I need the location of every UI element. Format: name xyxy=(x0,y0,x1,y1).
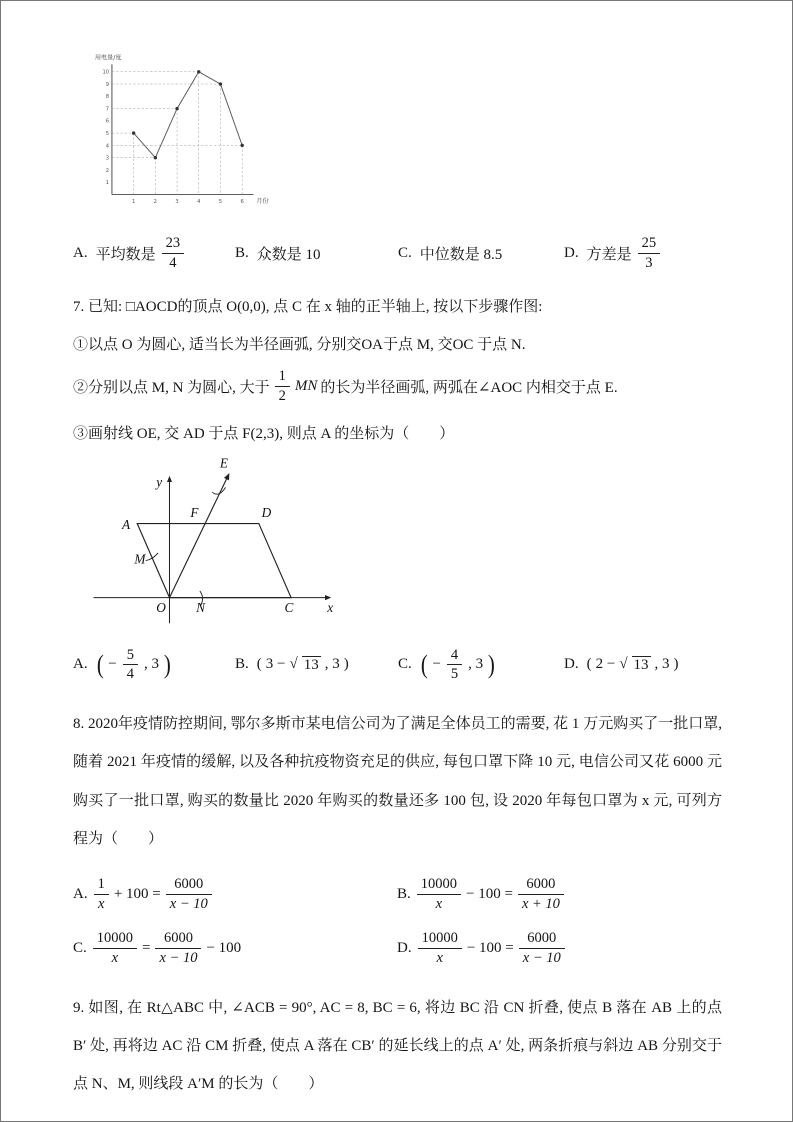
label-A: A xyxy=(122,516,131,532)
q7-step3: ③画射线 OE, 交 AD 于点 F(2,3), 则点 A 的坐标为（ ） xyxy=(73,425,455,442)
q8-option-d: D. $\frac{10000}{x}$ − 100 = $\frac{6000}{x - 10}$ xyxy=(397,930,722,966)
open-paren: ( xyxy=(586,656,592,673)
q8-options-row-2 xyxy=(73,930,722,966)
q7-option-b: B. ( 3 − √ 13 , 3 ) xyxy=(235,656,349,673)
open-paren: ( xyxy=(256,656,262,673)
svg-text:4: 4 xyxy=(197,198,201,205)
option-text: 方差是 xyxy=(586,246,632,263)
label-M: M xyxy=(134,551,146,567)
sqrt-icon: √ xyxy=(619,656,628,673)
svg-text:6: 6 xyxy=(105,118,110,125)
label-F: F xyxy=(190,504,199,520)
q6-option-a xyxy=(73,235,235,271)
svg-text:1: 1 xyxy=(105,180,110,187)
label-y: y xyxy=(156,474,163,490)
q6-option-d xyxy=(564,235,722,271)
q8-options-row-1 xyxy=(73,876,722,912)
svg-text:2: 2 xyxy=(105,167,110,174)
fraction: $\frac{1}{x}$ xyxy=(94,876,109,912)
svg-text:1: 1 xyxy=(131,198,136,205)
q8-option-a: A. $\frac{1}{x}$ + 100 = $\frac{6000}{x - 10}$ xyxy=(73,876,397,912)
q7-option-c: C. ( − $\frac{4}{5}$ , 3 ) xyxy=(398,646,495,683)
svg-text:5: 5 xyxy=(218,198,223,205)
q8-option-c: C. $\frac{10000}{x}$ = $\frac{6000}{x - 10}$ − 100 xyxy=(73,930,242,967)
q8-stem: 8. 2020年疫情防控期间, 鄂尔多斯市某电信公司为了满足全体员工的需要, 花 1 万元购买了一批口罩, 随着 2021 年疫情的缓解, 以及各种抗疫物资充足的供应, 每包口罩下降 10 元, 电信公司又花 6000 元购买了一批口罩, 购买的数量比 2020 年购买的数量还多 100 包, 设 2020 年每包口罩为 x 元, 可列方程为（ ） xyxy=(73,716,722,847)
label-C: C xyxy=(284,599,294,615)
option-text: 平均数是 xyxy=(95,246,156,263)
option-text: 中位数是 8.5 xyxy=(419,246,503,263)
electricity-usage-line-chart xyxy=(83,51,273,219)
q7-figure xyxy=(65,455,350,631)
fraction: $\frac{23}{4}$ xyxy=(162,235,185,271)
fraction: $\frac{25}{3}$ xyxy=(638,235,661,271)
fraction: $\frac{4}{5}$ xyxy=(447,647,462,683)
svg-text:9: 9 xyxy=(105,81,110,88)
label-N: N xyxy=(196,599,205,615)
option-label: D. xyxy=(564,244,579,261)
page-content xyxy=(1,1,792,1103)
q8-option-b: B. $\frac{10000}{x}$ − 100 = $\frac{6000}{x + 10}$ xyxy=(397,876,722,912)
label-E: E xyxy=(219,455,228,471)
parallelogram-AOCD xyxy=(137,523,291,597)
option-text: 众数是 10 xyxy=(256,246,321,263)
svg-text:4: 4 xyxy=(105,143,110,150)
svg-text:10: 10 xyxy=(102,69,110,76)
q7-option-d: D. ( 2 − √ 13 , 3 ) xyxy=(564,656,679,673)
fraction: $\frac{10000}{x}$ xyxy=(93,930,137,966)
q9-stem: 9. 如图, 在 Rt△ABC 中, ∠ACB = 90°, AC = 8, BC = 6, 将边 BC 沿 CN 折叠, 使点 B 落在 AB 上的点 B′ 处, 再将边 AC 沿 CM 折叠, 使点 A 落在 CB′ 的延长线上的点 A′ 处, 两条折痕与斜边 AB 分别交于点 N、M, 则线段 A′M 的长为（ ） xyxy=(73,999,722,1093)
svg-text:8: 8 xyxy=(105,94,110,101)
option-label: B. xyxy=(235,244,249,261)
fraction: $\frac{6000}{x - 10}$ xyxy=(155,930,201,966)
q7-figure-svg xyxy=(65,455,350,631)
open-paren: ( xyxy=(96,649,104,679)
q7-step2 xyxy=(73,368,722,404)
svg-text:6: 6 xyxy=(240,198,244,205)
svg-text:3: 3 xyxy=(175,198,179,205)
q7-options-row xyxy=(73,647,722,683)
svg-text:月份: 月份 xyxy=(256,197,269,205)
q6-option-b xyxy=(235,243,398,264)
q6-options-row xyxy=(73,235,722,271)
q6-option-c xyxy=(398,243,564,264)
svg-text:用电量/度: 用电量/度 xyxy=(94,54,122,62)
open-paren: ( xyxy=(420,649,428,679)
svg-text:2: 2 xyxy=(153,198,158,205)
svg-text:7: 7 xyxy=(105,106,110,113)
fraction: $\frac{6000}{x - 10}$ xyxy=(166,876,212,912)
fraction: $\frac{6000}{x - 10}$ xyxy=(519,930,565,966)
close-paren: ) xyxy=(488,649,495,679)
q7-step1: ①以点 O 为圆心, 适当长为半径画弧, 分别交OA于点 M, 交OC 于点 N. xyxy=(73,337,526,354)
close-paren: ) xyxy=(673,656,679,673)
fraction: $\frac{10000}{x}$ xyxy=(417,876,461,912)
svg-text:5: 5 xyxy=(105,131,110,137)
line-chart-svg xyxy=(83,51,273,219)
q7-option-a: A. ( − $\frac{5}{4}$ , 3 ) xyxy=(73,646,171,683)
q7-step2-text-2: 的长为半径画弧, 两弧在∠AOC 内相交于点 E. xyxy=(320,380,618,397)
label-x: x xyxy=(327,599,334,615)
fraction: $\frac{1}{2}$ xyxy=(275,368,290,404)
sqrt-icon: √ xyxy=(289,656,298,673)
q7-step2-mn: MN xyxy=(294,378,318,395)
fraction: $\frac{6000}{x + 10}$ xyxy=(518,876,564,912)
svg-text:3: 3 xyxy=(105,155,110,162)
arc-mark-E xyxy=(212,487,225,494)
close-paren: ) xyxy=(163,649,171,679)
close-paren: ) xyxy=(343,656,349,673)
option-label: C. xyxy=(398,244,412,261)
label-D: D xyxy=(261,504,272,520)
fraction: $\frac{5}{4}$ xyxy=(123,647,138,683)
q7-step2-text: ②分别以点 M, N 为圆心, 大于 xyxy=(73,380,270,397)
label-O: O xyxy=(156,599,166,615)
q7-stem: 7. 已知: □AOCD的顶点 O(0,0), 点 C 在 x 轴的正半轴上, 按以下步骤作图: xyxy=(73,299,543,316)
option-label: A. xyxy=(73,244,88,261)
fraction: $\frac{10000}{x}$ xyxy=(418,930,462,966)
